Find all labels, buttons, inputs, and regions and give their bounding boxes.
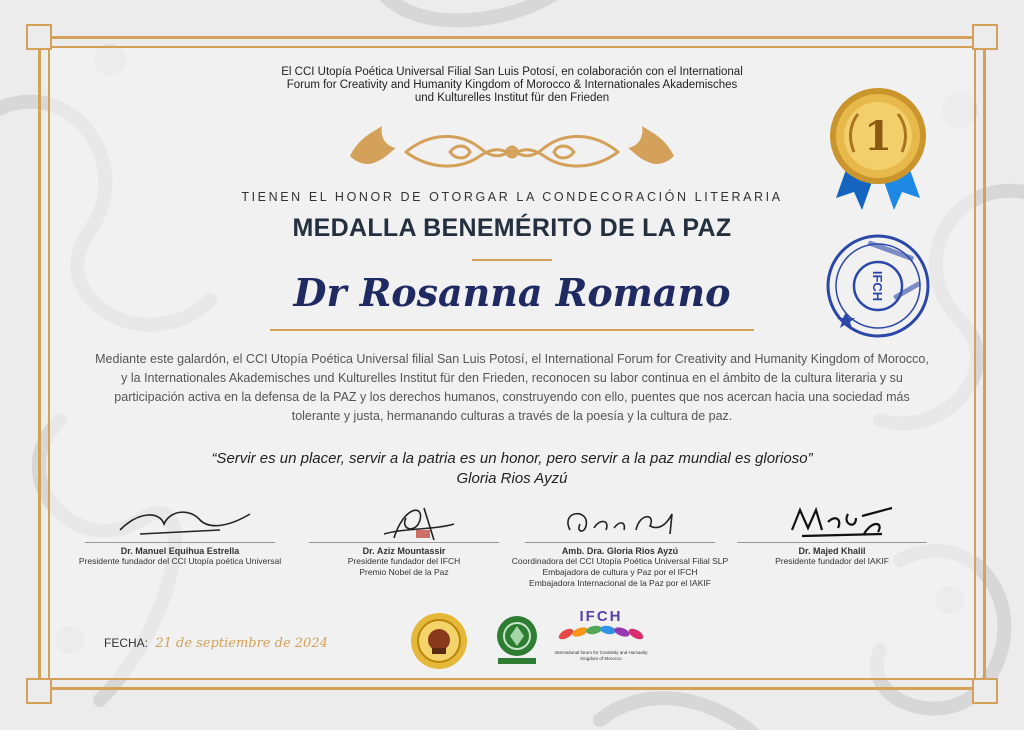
ifch-logo bbox=[546, 608, 656, 670]
frame-corner bbox=[972, 678, 998, 704]
header-line: El CCI Utopía Poética Universal Filial San Luis Potosí, en colaboración con el International bbox=[281, 66, 743, 78]
signer-role: Presidente fundador del IAKIF bbox=[775, 556, 889, 566]
green-emblem-logo-icon bbox=[492, 614, 542, 666]
ifch-stamp-icon bbox=[824, 232, 932, 340]
signature-line bbox=[309, 542, 499, 543]
ifch-logo-caption: Kingdom of Morocco bbox=[580, 656, 622, 661]
signer-role: Coordinadora del CCI Utopía Poética Universal Filial SLP bbox=[511, 556, 729, 566]
signer-name: Dr. Manuel Equihua Estrella bbox=[120, 546, 240, 556]
medal-number: 1 bbox=[864, 113, 892, 160]
frame-corner bbox=[972, 24, 998, 50]
signature-block bbox=[294, 500, 514, 578]
signature-line bbox=[737, 542, 927, 543]
signer-name: Dr. Aziz Mountassir bbox=[362, 546, 446, 556]
signer-role: Presidente fundador del IFCH bbox=[347, 556, 461, 566]
honor-line: TIENEN EL HONOR DE OTORGAR LA CONDECORACIÓN LITERARIA bbox=[241, 190, 783, 204]
ifch-logo-text: IFCH bbox=[579, 608, 623, 625]
signature-block bbox=[510, 500, 730, 589]
quote-text: “Servir es un placer, servir a la patria es un honor, pero servir a la paz mundial es glorioso” bbox=[211, 450, 813, 467]
date-label: FECHA: bbox=[104, 636, 149, 650]
ifch-logo-caption: International forum for Creativity and Humanity bbox=[554, 650, 648, 655]
stamp-text: IFCH bbox=[870, 270, 885, 302]
quote-author: Gloria Rios Ayzú bbox=[456, 470, 568, 487]
issuer-header bbox=[200, 66, 824, 105]
frame-corner bbox=[26, 24, 52, 50]
header-line: und Kulturelles Institut für den Frieden bbox=[414, 92, 610, 104]
header-line: Forum for Creativity and Humanity Kingdom of Morocco & Internationales Akademisches bbox=[286, 79, 738, 91]
award-description: Mediante este galardón, el CCI Utopía Poética Universal filial San Luis Potosí, el International Forum for Creativity and Humanity Kingdom of Morocco, y la Internationales Akademisches und Kulturelles Institut für den Frieden, reconocen su labor continua en el ámbito de la cultura literaria y su participación activa en la defensa de la PAZ y los derechos humanos, construyendo con ello, puentes que nos acercan hacia una sociedad más tolerante y justa, hermanando culturas a través de la poesía y la cultura de paz. bbox=[95, 352, 929, 423]
award-title: MEDALLA BENEMÉRITO DE LA PAZ bbox=[292, 214, 732, 242]
gold-medal-icon bbox=[826, 86, 930, 212]
gold-seal-logo-icon bbox=[410, 612, 468, 670]
frame-corner bbox=[26, 678, 52, 704]
signature-line bbox=[525, 542, 715, 543]
recipient-name: Dr Rosanna Romano bbox=[293, 270, 731, 315]
title-rule bbox=[472, 259, 552, 261]
signer-role: Embajadora Internacional de la Paz por el IAKIF bbox=[529, 578, 711, 588]
signature-mark-icon bbox=[100, 500, 260, 542]
signer-name: Amb. Dra. Gloria Rios Ayzú bbox=[561, 546, 679, 556]
signature-block bbox=[722, 500, 942, 567]
doves-ornament-icon bbox=[340, 122, 684, 182]
signer-role: Premio Nobel de la Paz bbox=[359, 567, 449, 577]
signature-mark-icon bbox=[324, 500, 484, 542]
signer-role: Presidente fundador del CCI Utopía poética Universal bbox=[78, 556, 282, 566]
signature-mark-icon bbox=[540, 500, 700, 542]
signature-mark-icon bbox=[752, 500, 912, 542]
date-value: 21 de septiembre de 2024 bbox=[155, 636, 328, 651]
signer-role: Embajadora de cultura y Paz por el IFCH bbox=[542, 567, 698, 577]
signature-block bbox=[70, 500, 290, 567]
signature-line bbox=[85, 542, 275, 543]
date-field bbox=[104, 636, 328, 651]
name-rule bbox=[270, 329, 754, 331]
signer-name: Dr. Majed Khalil bbox=[798, 546, 866, 556]
